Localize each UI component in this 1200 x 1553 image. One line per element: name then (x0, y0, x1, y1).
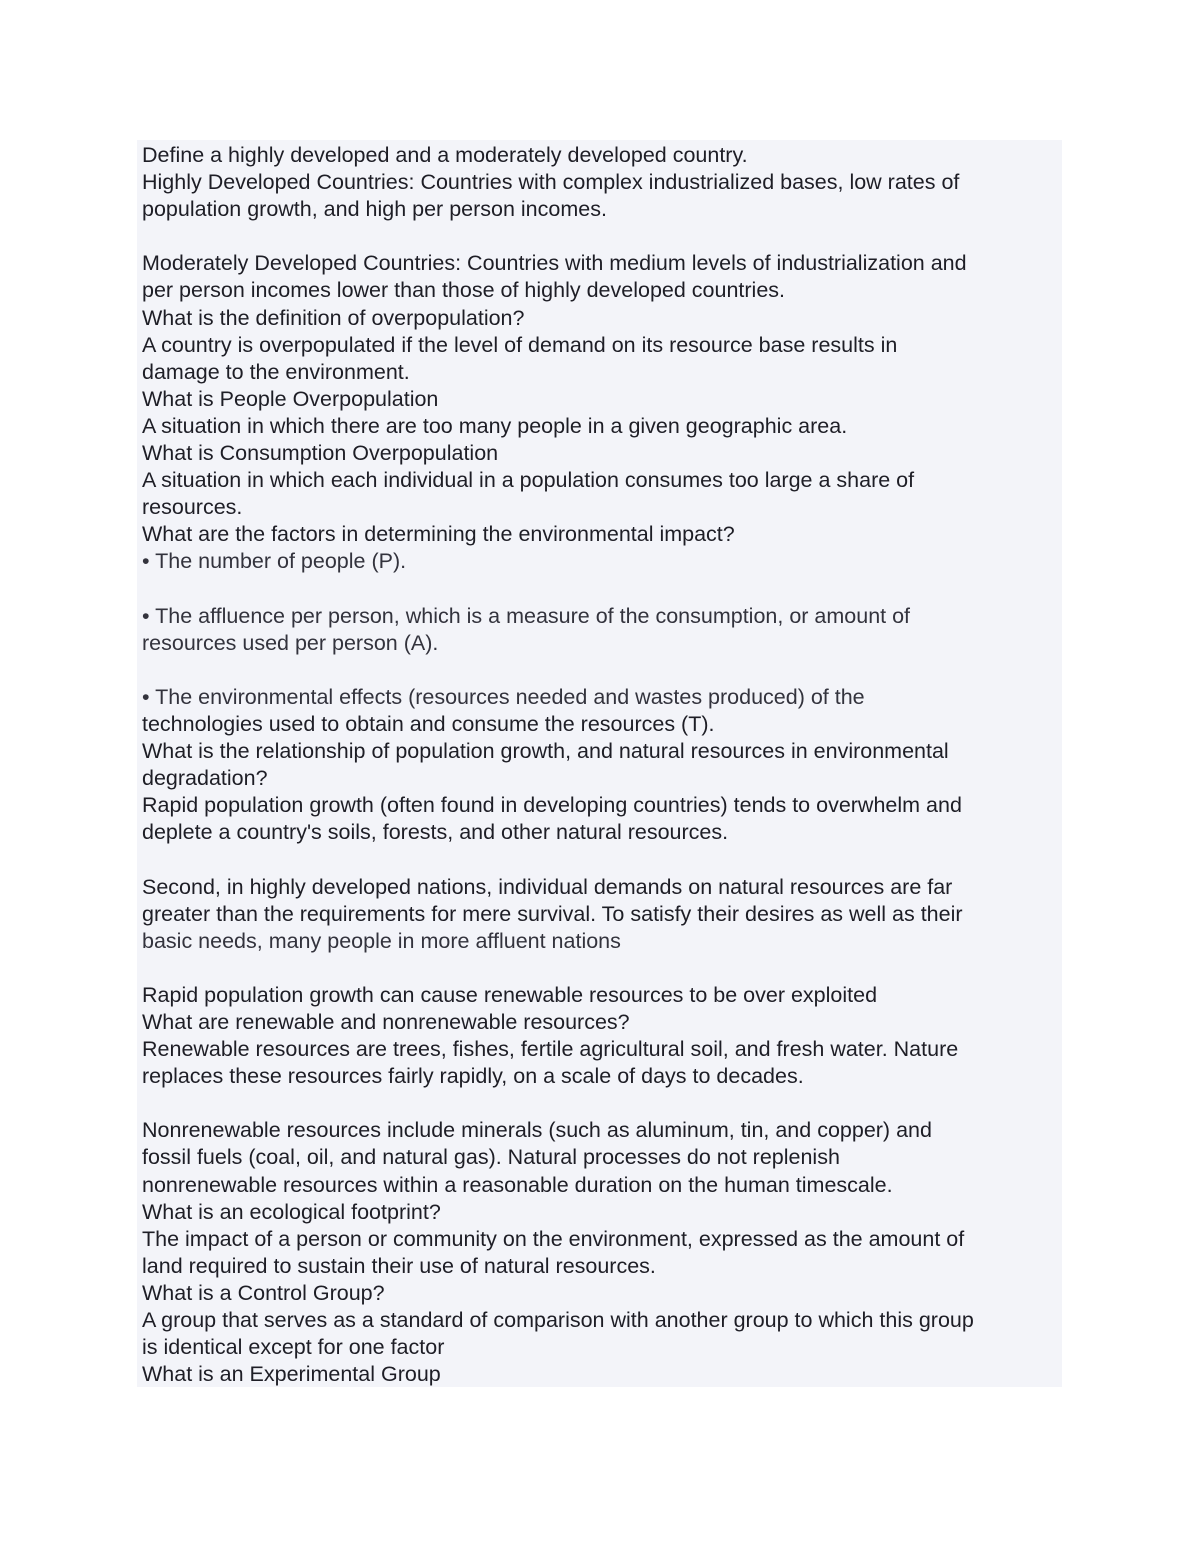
text-line: fossil fuels (coal, oil, and natural gas). Natural processes do not replenish (142, 1145, 840, 1170)
text-line: • The environmental effects (resources needed and wastes produced) of the (142, 684, 865, 709)
text-line: deplete a country's soils, forests, and other natural resources. (142, 820, 729, 845)
text-line: resources used per person (A). (142, 630, 439, 655)
text-line: What is People Overpopulation (142, 386, 439, 411)
text-line: What is the relationship of population growth, and natural resources in environmental (142, 739, 949, 764)
text-line: A situation in which there are too many people in a given geographic area. (142, 413, 848, 438)
blank-line (142, 846, 1062, 873)
text-line: What are renewable and nonrenewable resources? (142, 1010, 630, 1034)
text-line: population growth, and high per person incomes. (142, 197, 607, 222)
text-line: replaces these resources fairly rapidly, on a scale of days to decades. (142, 1064, 804, 1089)
text-line: • The affluence per person, which is a measure of the consumption, or amount of (142, 603, 911, 628)
text-line: A country is overpopulated if the level of demand on its resource base results in (142, 332, 898, 357)
text-line: Highly Developed Countries: Countries with complex industrialized bases, low rates of (142, 170, 960, 195)
text-line: degradation? (142, 766, 268, 791)
text-line: Renewable resources are trees, fishes, fertile agricultural soil, and fresh water. Nature (142, 1037, 959, 1062)
blank-line (142, 955, 1062, 982)
text-line: damage to the environment. (142, 359, 410, 384)
text-line: Define a highly developed and a moderately developed country. (142, 143, 748, 167)
blank-line (142, 576, 1062, 603)
text-line: resources. (142, 495, 243, 520)
text-line: Nonrenewable resources include minerals (such as aluminum, tin, and copper) and (142, 1118, 932, 1143)
text-line: Rapid population growth (often found in developing countries) tends to overwhelm and (142, 793, 962, 818)
text-line: land required to sustain their use of natural resources. (142, 1253, 656, 1278)
text-line: basic needs, many people in more affluent nations (142, 928, 621, 953)
blank-line (142, 1090, 1062, 1117)
text-line: What is an ecological footprint? (142, 1199, 441, 1224)
text-line: What is Consumption Overpopulation (142, 441, 499, 466)
text-line: A group that serves as a standard of comparison with another group to which this group (142, 1308, 974, 1333)
text-line: Rapid population growth can cause renewable resources to be over exploited (142, 982, 878, 1007)
text-line: nonrenewable resources within a reasonable duration on the human timescale. (142, 1172, 893, 1197)
text-line: Moderately Developed Countries: Countries with medium levels of industrialization and (142, 251, 967, 276)
text-line: technologies used to obtain and consume the resources (T). (142, 711, 715, 736)
blank-line (142, 657, 1062, 684)
text-line: greater than the requirements for mere survival. To satisfy their desires as well as their (142, 901, 963, 926)
text-line: per person incomes lower than those of highly developed countries. (142, 278, 785, 303)
blank-line (142, 223, 1062, 250)
text-line: What is the definition of overpopulation? (142, 305, 525, 330)
text-line: A situation in which each individual in a population consumes too large a share of (142, 468, 915, 493)
text-line: • The number of people (P). (142, 549, 407, 574)
text-line: is identical except for one factor (142, 1335, 445, 1360)
text-line: The impact of a person or community on the environment, expressed as the amount of (142, 1226, 965, 1251)
text-line: What is a Control Group? (142, 1280, 385, 1305)
text-line: What is an Experimental Group (142, 1362, 441, 1387)
text-line: Second, in highly developed nations, individual demands on natural resources are far (142, 874, 953, 899)
text-line: What are the factors in determining the environmental impact? (142, 522, 735, 547)
document-text-block (137, 140, 1062, 1387)
